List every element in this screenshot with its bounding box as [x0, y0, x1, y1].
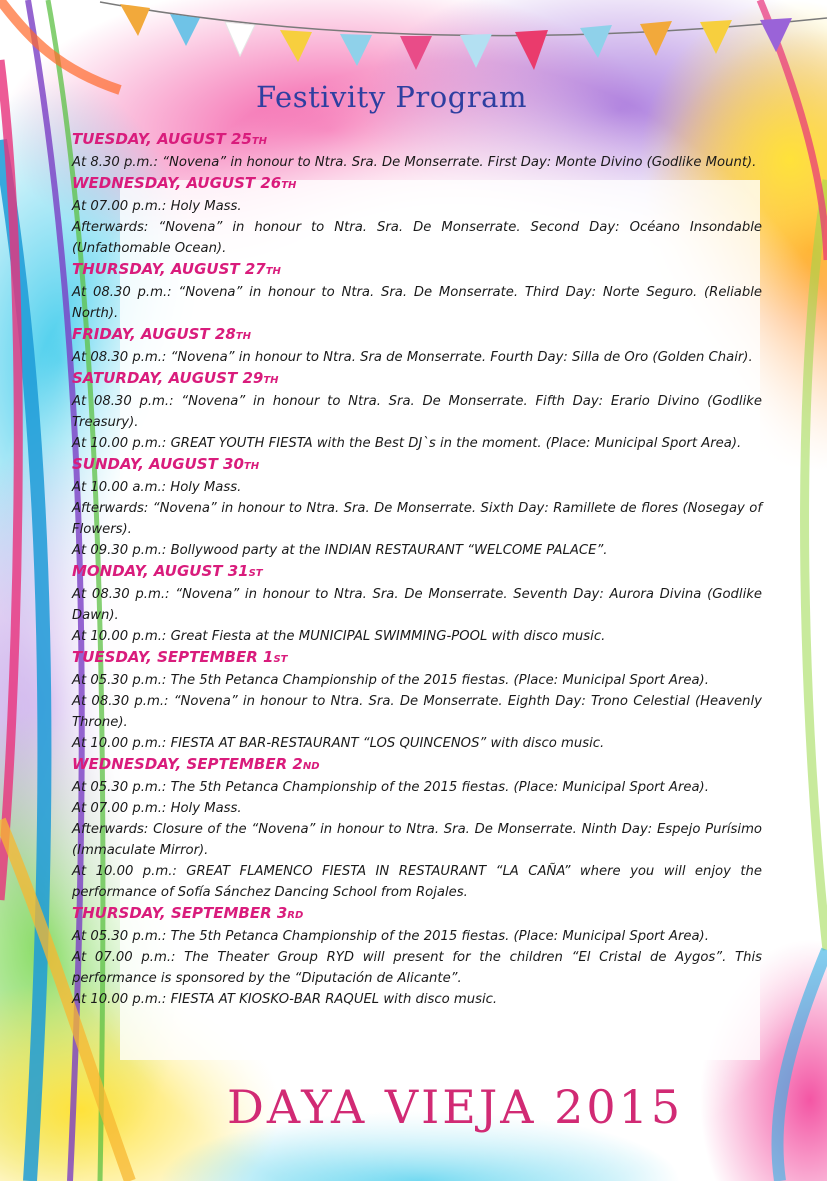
event-line: At 08.30 p.m.: “Novena” in honour to Ntra. Sra. De Monserrate. Fifth Day: Erario Divino (Godlike Treasury). [72, 394, 762, 430]
day-ordinal-suffix: TH [251, 136, 268, 147]
day-heading-label: THURSDAY, SEPTEMBER 3 [72, 904, 288, 922]
program-list [72, 129, 762, 1010]
day-heading [72, 903, 762, 926]
day-ordinal-suffix: RD [287, 910, 304, 921]
day-heading-label: SATURDAY, AUGUST 29 [72, 369, 264, 387]
event-line: At 10.00 p.m.: GREAT YOUTH FIESTA with the Best DJ`s in the moment. (Place: Municipal Sport Area). [72, 436, 742, 451]
day-heading-label: MONDAY, AUGUST 31 [72, 562, 249, 580]
day-heading-label: FRIDAY, AUGUST 28 [72, 325, 236, 343]
day-heading [72, 754, 762, 777]
day-heading [72, 259, 762, 282]
event-line: At 05.30 p.m.: The 5th Petanca Championship of the 2015 fiestas. (Place: Municipal Sport Area). [72, 673, 709, 688]
day-heading [72, 454, 762, 477]
day-ordinal-suffix: TH [243, 461, 260, 472]
event-line: Afterwards: “Novena” in honour to Ntra. Sra. De Monserrate. Sixth Day: Ramillete de flores (Nosegay of Flowers). [72, 501, 762, 537]
event-line: At 08.30 p.m.: “Novena” in honour to Ntra. Sra. De Monserrate. Third Day: Norte Seguro. (Reliable North). [72, 285, 762, 321]
event-line: At 10.00 a.m.: Holy Mass. [72, 480, 242, 495]
event-line: Afterwards: “Novena” in honour to Ntra. Sra. De Monserrate. Second Day: Océano Insondable (Unfathomable Ocean). [72, 220, 762, 256]
day-heading-label: THURSDAY, AUGUST 27 [72, 260, 266, 278]
event-line: At 05.30 p.m.: The 5th Petanca Championship of the 2015 fiestas. (Place: Municipal Sport Area). [72, 929, 709, 944]
day-heading [72, 647, 762, 670]
day-ordinal-suffix: ST [248, 568, 263, 579]
event-line: Afterwards: Closure of the “Novena” in honour to Ntra. Sra. De Monserrate. Ninth Day: Espejo Purísimo (Immaculate Mirror). [72, 822, 762, 858]
day-heading [72, 324, 762, 347]
event-line: At 10.00 p.m.: Great Fiesta at the MUNICIPAL SWIMMING-POOL with disco music. [72, 629, 606, 644]
event-line: At 08.30 p.m.: “Novena” in honour to Ntra. Sra de Monserrate. Fourth Day: Silla de Oro (Golden Chair). [72, 350, 753, 365]
day-ordinal-suffix: TH [281, 180, 297, 191]
event-line: At 05.30 p.m.: The 5th Petanca Championship of the 2015 fiestas. (Place: Municipal Sport Area). [72, 780, 709, 795]
day-heading [72, 561, 762, 584]
event-line: At 8.30 p.m.: “Novena” in honour to Ntra. Sra. De Monserrate. First Day: Monte Divino (Godlike Mount). [72, 155, 757, 170]
event-line: At 07.00 p.m.: The Theater Group RYD will present for the children “El Cristal de Aygos”. This performance is sponsored by the “Diputación de Alicante”. [72, 950, 762, 986]
day-heading-label: WEDNESDAY, SEPTEMBER 2 [72, 755, 303, 773]
footer-title: DAYA VIEJA 2015 [227, 1080, 684, 1134]
event-line: At 10.00 p.m.: FIESTA AT KIOSKO-BAR RAQUEL with disco music. [72, 992, 498, 1007]
day-ordinal-suffix: TH [235, 331, 251, 342]
event-line: At 08.30 p.m.: “Novena” in honour to Ntra. Sra. De Monserrate. Eighth Day: Trono Celestial (Heavenly Throne). [72, 694, 762, 730]
day-ordinal-suffix: TH [265, 266, 281, 277]
event-line: At 07.00 p.m.: Holy Mass. [72, 199, 242, 214]
day-heading-label: SUNDAY, AUGUST 30 [72, 455, 244, 473]
day-ordinal-suffix: ND [302, 761, 320, 772]
day-heading-label: TUESDAY, SEPTEMBER 1 [72, 648, 274, 666]
event-line: At 10.00 p.m.: GREAT FLAMENCO FIESTA IN RESTAURANT “LA CAÑA” where you will enjoy the performance of Sofía Sánchez Dancing School from Rojales. [72, 864, 762, 900]
event-line: At 09.30 p.m.: Bollywood party at the INDIAN RESTAURANT “WELCOME PALACE”. [72, 543, 608, 558]
day-heading [72, 173, 762, 196]
day-heading-label: WEDNESDAY, AUGUST 26 [72, 174, 282, 192]
day-heading-label: TUESDAY, AUGUST 25 [72, 130, 252, 148]
event-line: At 08.30 p.m.: “Novena” in honour to Ntra. Sra. De Monserrate. Seventh Day: Aurora Divina (Godlike Dawn). [72, 587, 762, 623]
event-line: At 07.00 p.m.: Holy Mass. [72, 801, 242, 816]
page-title: Festivity Program [256, 80, 527, 114]
day-heading [72, 368, 762, 391]
day-ordinal-suffix: ST [273, 654, 288, 665]
program-sheet [72, 0, 762, 1181]
event-line: At 10.00 p.m.: FIESTA AT BAR-RESTAURANT “LOS QUINCENOS” with disco music. [72, 736, 605, 751]
day-ordinal-suffix: TH [263, 375, 279, 386]
day-heading [72, 129, 762, 152]
